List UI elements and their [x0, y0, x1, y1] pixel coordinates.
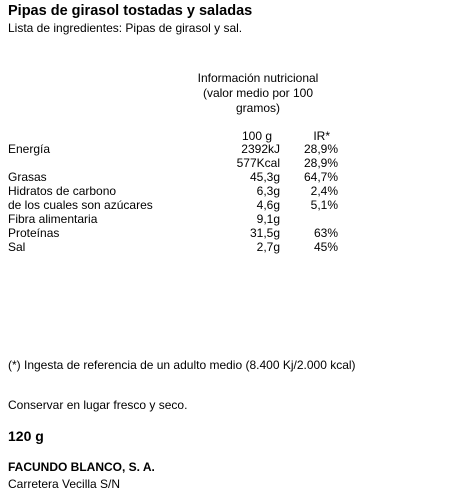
nutrient-label: Hidratos de carbono	[8, 184, 117, 198]
reference-intake-footnote: (*) Ingesta de referencia de un adulto medio (8.400 Kj/2.000 kcal)	[8, 358, 356, 372]
nutrition-row-fiber	[8, 213, 338, 226]
nutrient-ir: 64,7%	[303, 170, 338, 184]
net-weight: 120 g	[8, 428, 44, 444]
nutrient-ir: 63%	[313, 226, 338, 240]
nutrient-ir: 5,1%	[310, 198, 338, 212]
nutrient-value: 2,7g	[256, 240, 280, 254]
nutrition-row-fat	[8, 171, 338, 184]
company-address: Carretera Vecilla S/N	[8, 477, 121, 491]
nutrient-ir: 2,4%	[310, 184, 338, 198]
nutrient-value: 9,1g	[256, 212, 280, 226]
nutrient-label: Grasas	[8, 170, 47, 184]
nutrient-label: Sal	[8, 240, 26, 254]
nutrition-row-protein	[8, 227, 338, 240]
nutrient-label: de los cuales son azúcares	[8, 198, 153, 212]
product-title: Pipas de girasol tostadas y saladas	[8, 3, 253, 19]
nutrient-ir: 45%	[313, 240, 338, 254]
ingredients-list: Lista de ingredientes: Pipas de girasol y sal.	[8, 21, 243, 35]
nutrition-header	[184, 71, 332, 116]
company-name: FACUNDO BLANCO, S. A.	[8, 460, 155, 474]
nutrient-ir: 28,9%	[303, 156, 338, 170]
nutrient-value: 31,5g	[249, 226, 280, 240]
nutrition-header-line: (valor medio por 100	[202, 86, 314, 100]
nutrition-row-carbohydrates	[8, 185, 338, 198]
nutrition-row-energy-kcal	[8, 157, 338, 170]
nutrient-value: 577Kcal	[236, 156, 280, 170]
nutrient-value: 45,3g	[249, 170, 280, 184]
storage-instructions: Conservar en lugar fresco y seco.	[8, 398, 188, 412]
column-header-reference-intake: IR*	[313, 129, 330, 143]
nutrient-value: 2392kJ	[241, 142, 280, 156]
nutrient-label: Proteínas	[8, 226, 60, 240]
nutrient-label: Fibra alimentaria	[8, 212, 98, 226]
nutrient-value: 6,3g	[256, 184, 280, 198]
nutrition-header-line: Información nutricional	[197, 71, 319, 85]
nutrition-row-salt	[8, 241, 338, 254]
nutrient-label: Energía	[8, 142, 51, 156]
nutrition-row-sugars	[8, 199, 338, 212]
nutrition-header-line: gramos)	[235, 101, 280, 115]
nutrient-value: 4,6g	[256, 198, 280, 212]
nutrient-ir: 28,9%	[303, 142, 338, 156]
nutrition-row-energy-kj	[8, 143, 338, 156]
column-header-per-100g: 100 g	[241, 129, 272, 143]
